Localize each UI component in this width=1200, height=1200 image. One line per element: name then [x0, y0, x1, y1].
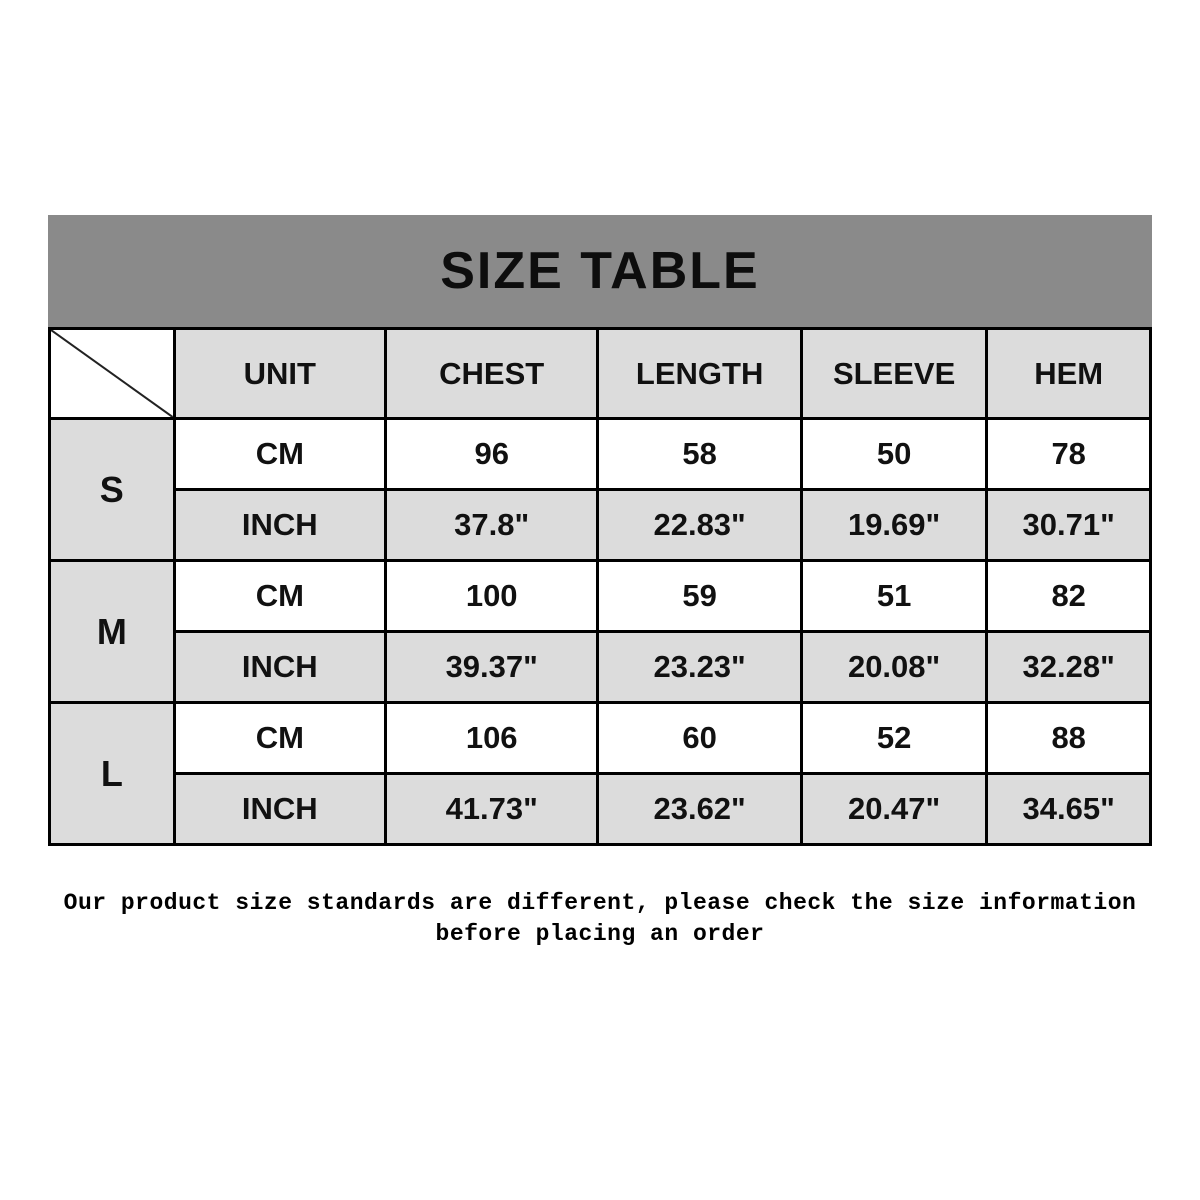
length-value: 60	[598, 703, 801, 774]
chest-value: 37.8"	[386, 490, 598, 561]
length-value: 22.83"	[598, 490, 801, 561]
chest-value: 100	[386, 561, 598, 632]
hem-value: 32.28"	[987, 632, 1151, 703]
length-value: 23.23"	[598, 632, 801, 703]
chest-value: 96	[386, 419, 598, 490]
hem-value: 82	[987, 561, 1151, 632]
column-header-chest: CHEST	[386, 329, 598, 419]
table-row	[50, 490, 1151, 561]
hem-value: 88	[987, 703, 1151, 774]
table-row	[50, 703, 1151, 774]
hem-value: 34.65"	[987, 774, 1151, 845]
table-row	[50, 561, 1151, 632]
size-note	[0, 888, 1200, 950]
table-header-row	[50, 329, 1151, 419]
size-label-l: L	[50, 703, 175, 845]
title-band	[48, 215, 1152, 327]
column-header-hem: HEM	[987, 329, 1151, 419]
size-chart	[48, 215, 1152, 846]
size-label-s: S	[50, 419, 175, 561]
sleeve-value: 20.08"	[801, 632, 987, 703]
length-value: 23.62"	[598, 774, 801, 845]
sleeve-value: 51	[801, 561, 987, 632]
sleeve-value: 19.69"	[801, 490, 987, 561]
unit-cell: INCH	[174, 632, 385, 703]
sleeve-value: 52	[801, 703, 987, 774]
unit-cell: CM	[174, 561, 385, 632]
column-header-length: LENGTH	[598, 329, 801, 419]
size-note-line1: Our product size standards are different, please check the size information	[63, 890, 1137, 916]
table-row	[50, 632, 1151, 703]
hem-value: 30.71"	[987, 490, 1151, 561]
table-row	[50, 774, 1151, 845]
chest-value: 39.37"	[386, 632, 598, 703]
length-value: 59	[598, 561, 801, 632]
sleeve-value: 20.47"	[801, 774, 987, 845]
unit-cell: INCH	[174, 490, 385, 561]
sleeve-value: 50	[801, 419, 987, 490]
unit-cell: CM	[174, 419, 385, 490]
size-label-m: M	[50, 561, 175, 703]
column-header-sleeve: SLEEVE	[801, 329, 987, 419]
column-header-unit: UNIT	[174, 329, 385, 419]
page-title: SIZE TABLE	[440, 242, 760, 300]
length-value: 58	[598, 419, 801, 490]
diagonal-line-icon	[51, 330, 173, 417]
chest-value: 41.73"	[386, 774, 598, 845]
table-row	[50, 419, 1151, 490]
unit-cell: CM	[174, 703, 385, 774]
chest-value: 106	[386, 703, 598, 774]
size-note-line2: before placing an order	[435, 921, 765, 947]
corner-cell	[50, 329, 175, 419]
hem-value: 78	[987, 419, 1151, 490]
unit-cell: INCH	[174, 774, 385, 845]
size-table	[48, 327, 1152, 846]
